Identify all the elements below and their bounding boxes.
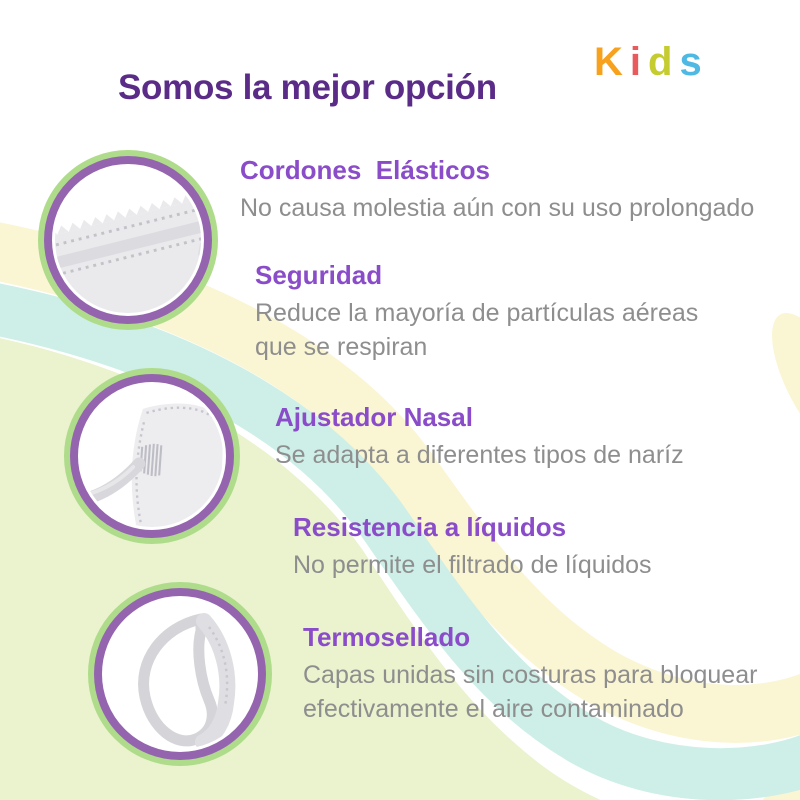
mask-corner-strap-photo — [81, 385, 223, 527]
mask-seam-edge-photo — [55, 167, 201, 313]
page-title: Somos la mejor opción — [118, 68, 497, 107]
feature-body: No causa molestia aún con su uso prolongado — [240, 194, 755, 223]
feature-heading: Termosellado — [303, 622, 471, 652]
photo-ring — [70, 374, 234, 538]
feature-termosellado — [303, 622, 778, 726]
photo-ring — [44, 156, 212, 324]
feature-resistencia-liquidos — [293, 512, 652, 582]
photo-circle-mask-seam — [38, 150, 218, 330]
feature-body: Se adapta a diferentes tipos de naríz — [275, 441, 684, 470]
photo-ring — [94, 588, 266, 760]
brand-logo — [594, 42, 709, 82]
elastic-strap-loop-photo — [105, 599, 255, 749]
feature-seguridad — [255, 260, 705, 364]
feature-heading: Resistencia a líquidos — [293, 512, 567, 542]
feature-heading: Cordones Elásticos — [240, 155, 490, 185]
photo-circle-strap-loop — [88, 582, 272, 766]
brand-letter: s — [679, 40, 709, 84]
feature-body: No permite el filtrado de líquidos — [293, 551, 652, 580]
feature-body: Capas unidas sin costuras para bloquear efectivamente el aire contaminado — [303, 661, 758, 724]
feature-heading: Ajustador Nasal — [275, 402, 473, 432]
brand-letter: K — [594, 40, 630, 84]
feature-ajustador-nasal — [275, 402, 684, 472]
feature-heading: Seguridad — [255, 260, 383, 290]
feature-cordones-elasticos — [240, 155, 754, 225]
brand-letter: d — [648, 40, 680, 84]
feature-body: Reduce la mayoría de partículas aéreas que se respiran — [255, 299, 699, 362]
photo-circle-nose-corner — [64, 368, 240, 544]
brand-letter: i — [629, 40, 649, 84]
